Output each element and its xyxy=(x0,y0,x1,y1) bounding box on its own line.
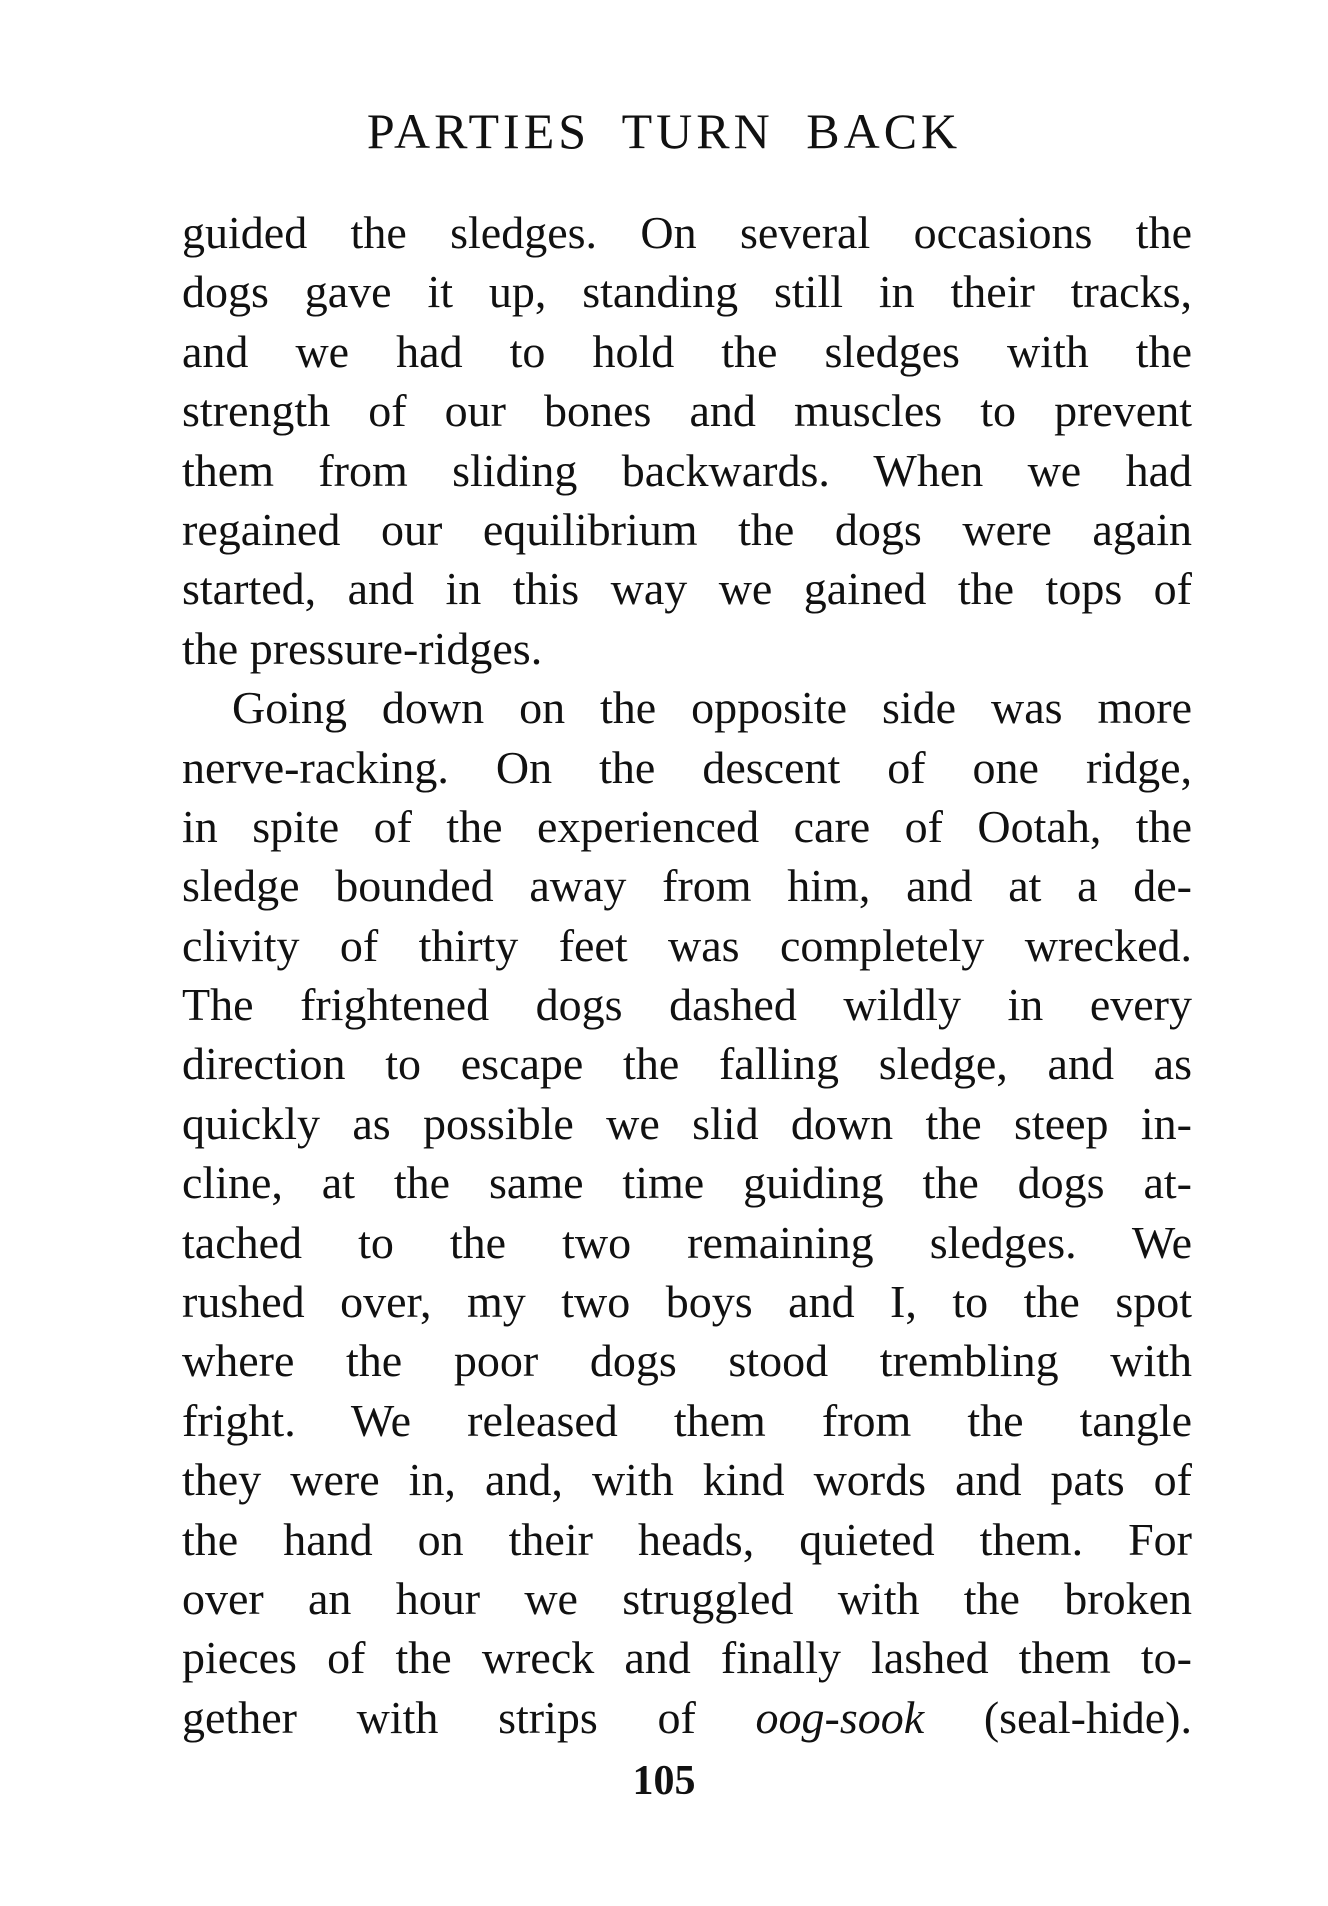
text-line: in spite of the experienced care of Ootah, the xyxy=(182,800,1192,852)
page-number: 105 xyxy=(632,1758,696,1804)
body-text xyxy=(182,203,1192,1747)
paragraph-2 xyxy=(182,678,1192,1747)
text-line: rushed over, my two boys and I, to the spot xyxy=(182,1276,1192,1328)
text-line: Going down on the opposite side was more xyxy=(232,682,1192,734)
text-line: tached to the two remaining sledges. We xyxy=(182,1216,1192,1268)
text-line: and we had to hold the sledges with the xyxy=(182,325,1192,377)
text-line: fright. We released them from the tangle xyxy=(182,1394,1192,1446)
text-line: cline, at the same time guiding the dogs at- xyxy=(182,1157,1192,1209)
italic-term: oog-sook xyxy=(755,1691,925,1743)
text-line: pieces of the wreck and finally lashed them to- xyxy=(182,1632,1192,1684)
text-line: strength of our bones and muscles to prevent xyxy=(182,385,1192,437)
text-line: direction to escape the falling sledge, and as xyxy=(182,1038,1192,1090)
text-line: they were in, and, with kind words and pats of xyxy=(182,1454,1192,1506)
text-line-final xyxy=(182,1688,1192,1747)
text-line: where the poor dogs stood trembling with xyxy=(182,1335,1192,1387)
paragraph-1 xyxy=(182,203,1192,678)
text-line: The frightened dogs dashed wildly in every xyxy=(182,979,1192,1031)
text-line: the hand on their heads, quieted them. For xyxy=(182,1513,1192,1565)
text-line: nerve-racking. On the descent of one ridge, xyxy=(182,741,1192,793)
text-line: clivity of thirty feet was completely wrecked. xyxy=(182,919,1192,971)
text-line: them from sliding backwards. When we had xyxy=(182,444,1192,496)
text-line: dogs gave it up, standing still in their tracks, xyxy=(182,266,1192,318)
running-head: PARTIES TURN BACK xyxy=(366,103,962,159)
text-line: guided the sledges. On several occasions the xyxy=(182,207,1192,258)
text-line: started, and in this way we gained the tops of xyxy=(182,563,1192,615)
text-line: over an hour we struggled with the broken xyxy=(182,1572,1192,1624)
text-line: quickly as possible we slid down the steep in- xyxy=(182,1097,1192,1149)
text-line: regained our equilibrium the dogs were again xyxy=(182,503,1192,555)
text-line: the pressure-ridges. xyxy=(182,622,543,674)
text-segment: (seal-hide). xyxy=(924,1691,1193,1743)
text-line: sledge bounded away from him, and at a de- xyxy=(182,860,1192,912)
text-segment: gether with strips of xyxy=(182,1691,756,1743)
